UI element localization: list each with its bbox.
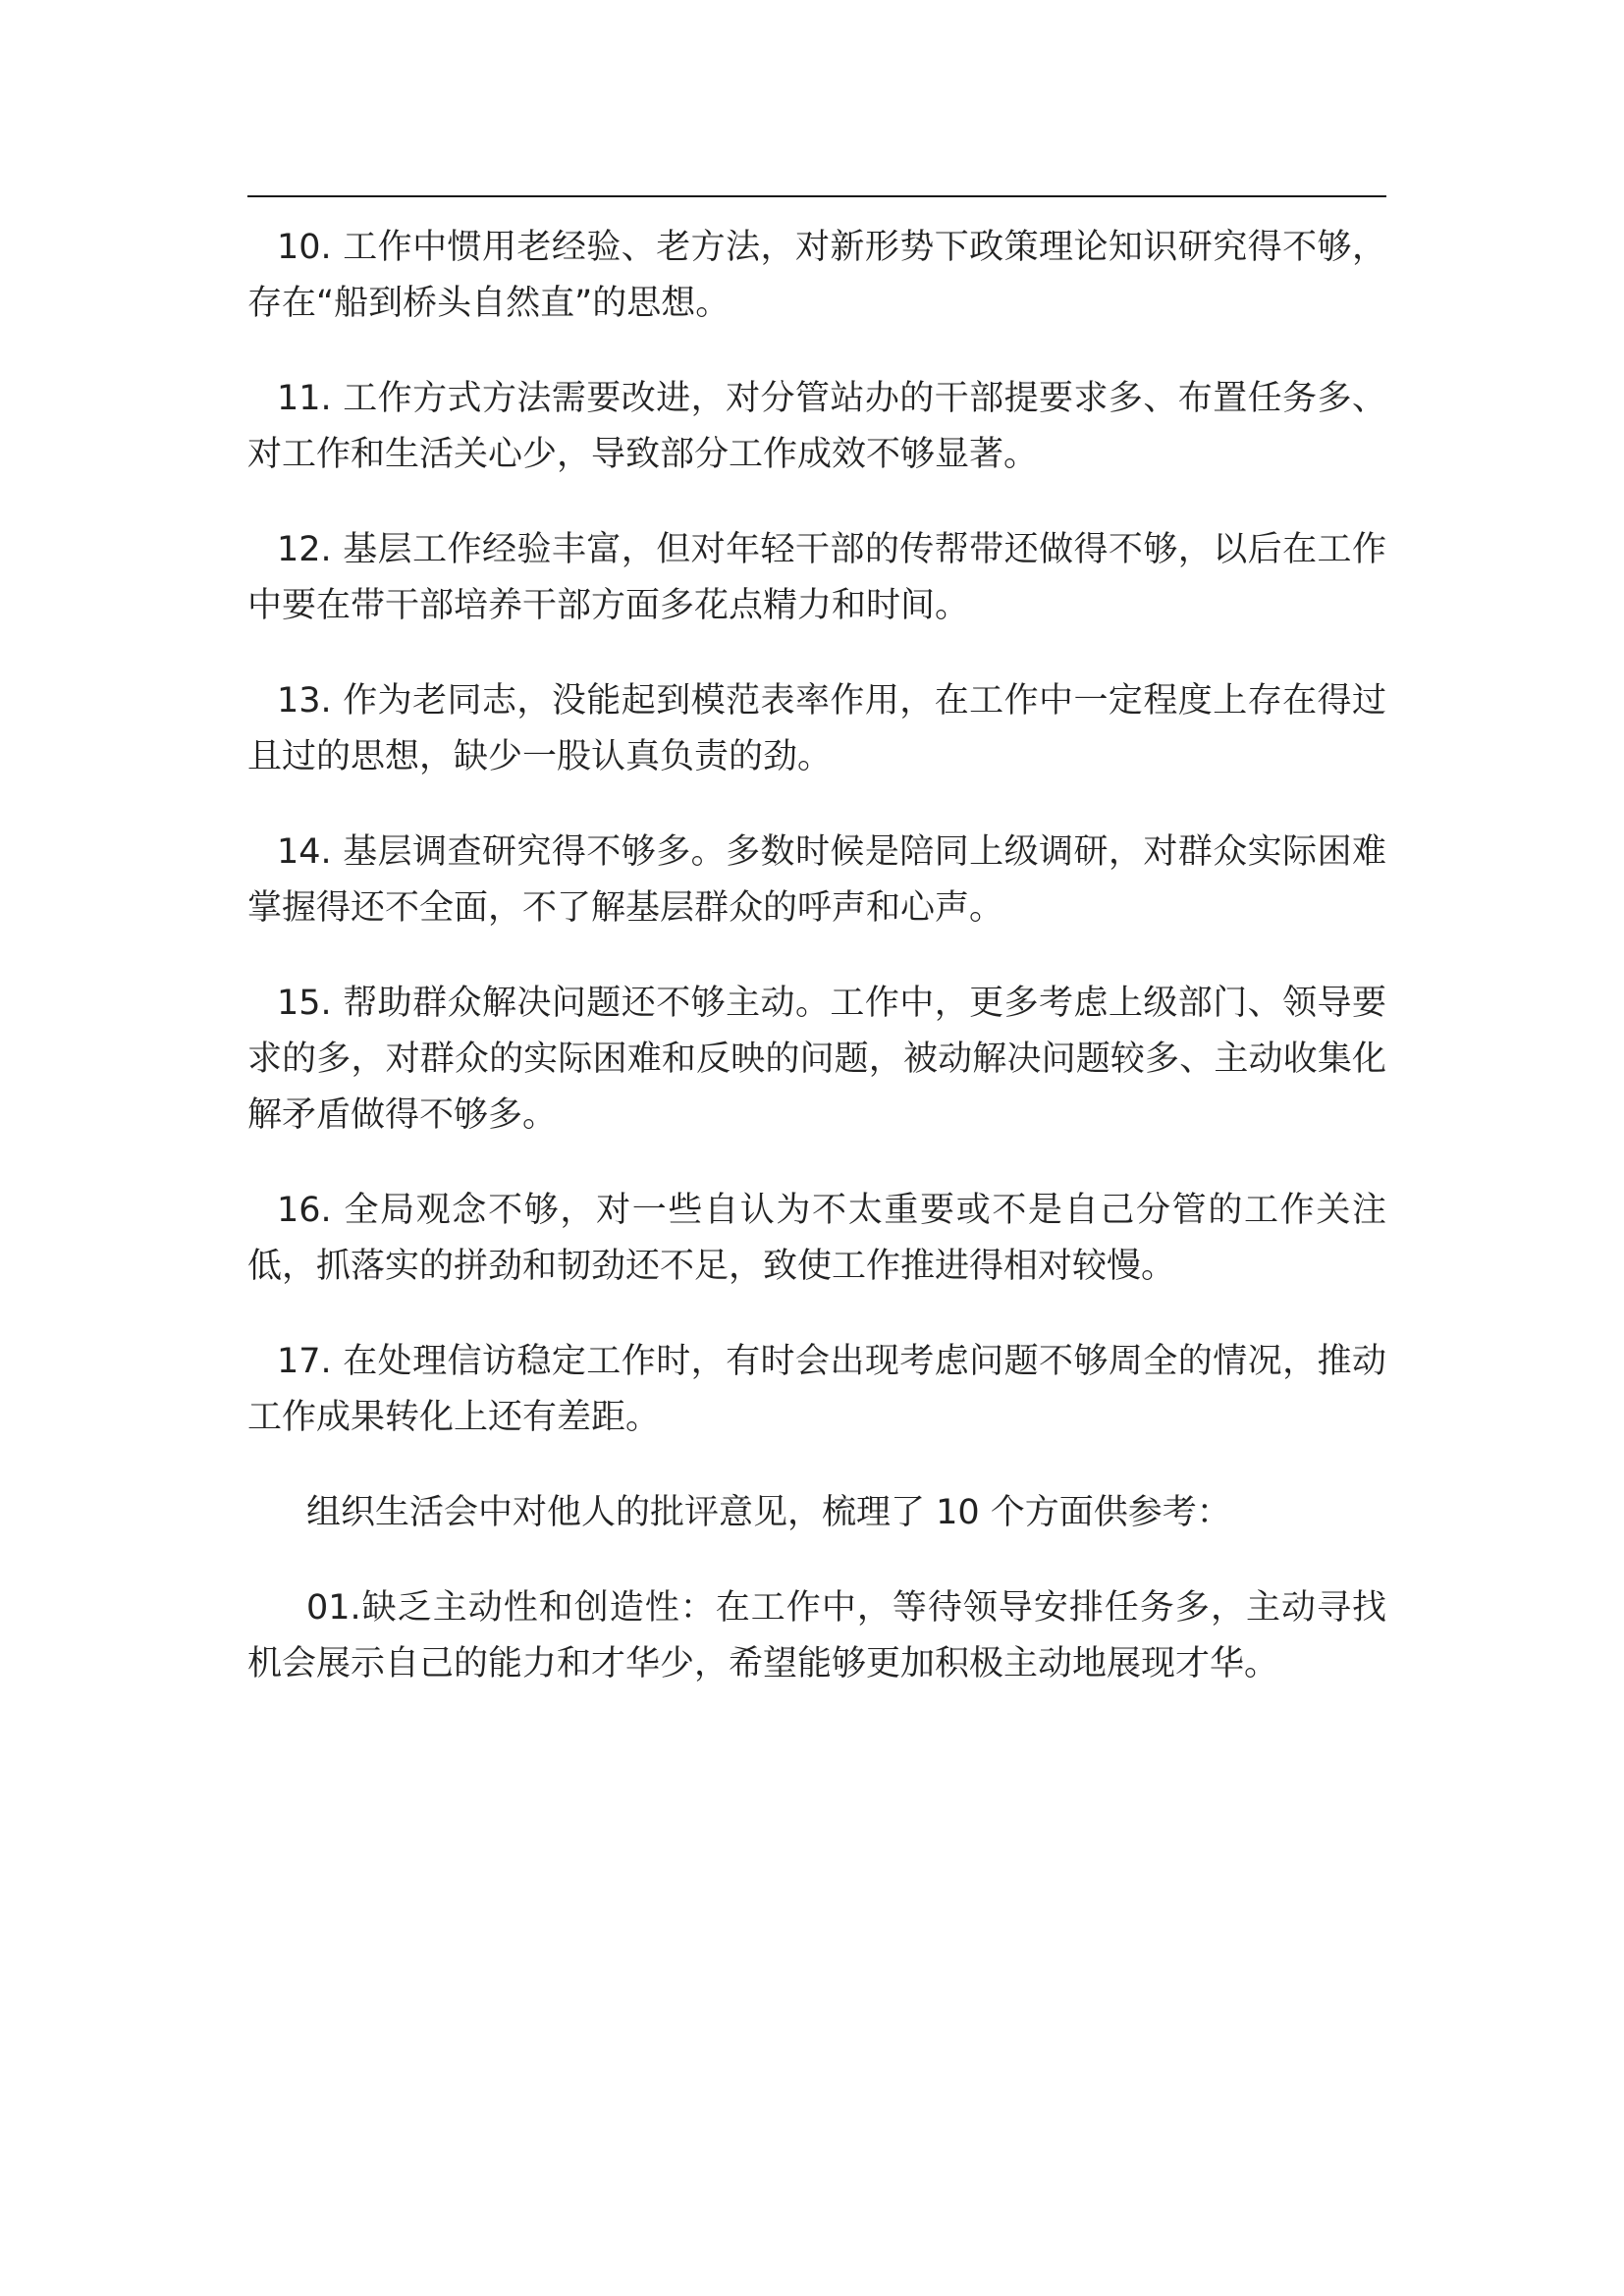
header-rule [247,195,1386,197]
list-item-10: 10. 工作中惯用老经验、老方法，对新形势下政策理论知识研究得不够，存在“船到桥头自然直”的思想。 [247,228,1386,323]
document-body [247,220,1386,1732]
list-item-15: 15. 帮助群众解决问题还不够主动。工作中，更多考虑上级部门、领导要求的多，对群众的实际困难和反映的问题，被动解决问题较多、主动收集化解矛盾做得不够多。 [247,984,1386,1135]
list-item-17: 17. 在处理信访稳定工作时，有时会出现考虑问题不够周全的情况，推动工作成果转化上还有差距。 [247,1342,1386,1437]
sub-item-01: 01.缺乏主动性和创造性：在工作中，等待领导安排任务多，主动寻找机会展示自己的能力和才华少，希望能够更加积极主动地展现才华。 [247,1588,1386,1683]
list-item-16: 16. 全局观念不够，对一些自认为不太重要或不是自己分管的工作关注低，抓落实的拼劲和韧劲还不足，致使工作推进得相对较慢。 [247,1191,1386,1286]
list-item-11: 11. 工作方式方法需要改进，对分管站办的干部提要求多、布置任务多、对工作和生活关心少，导致部分工作成效不够显著。 [247,379,1386,474]
list-item-12: 12. 基层工作经验丰富，但对年轻干部的传帮带还做得不够，以后在工作中要在带干部培养干部方面多花点精力和时间。 [247,530,1386,625]
list-item-14: 14. 基层调查研究得不够多。多数时候是陪同上级调研，对群众实际困难掌握得还不全面，不了解基层群众的呼声和心声。 [247,832,1386,928]
list-item-13: 13. 作为老同志，没能起到模范表率作用，在工作中一定程度上存在得过且过的思想，缺少一股认真负责的劲。 [247,681,1386,776]
section-intro: 组织生活会中对他人的批评意见，梳理了 10 个方面供参考： [306,1493,1231,1532]
